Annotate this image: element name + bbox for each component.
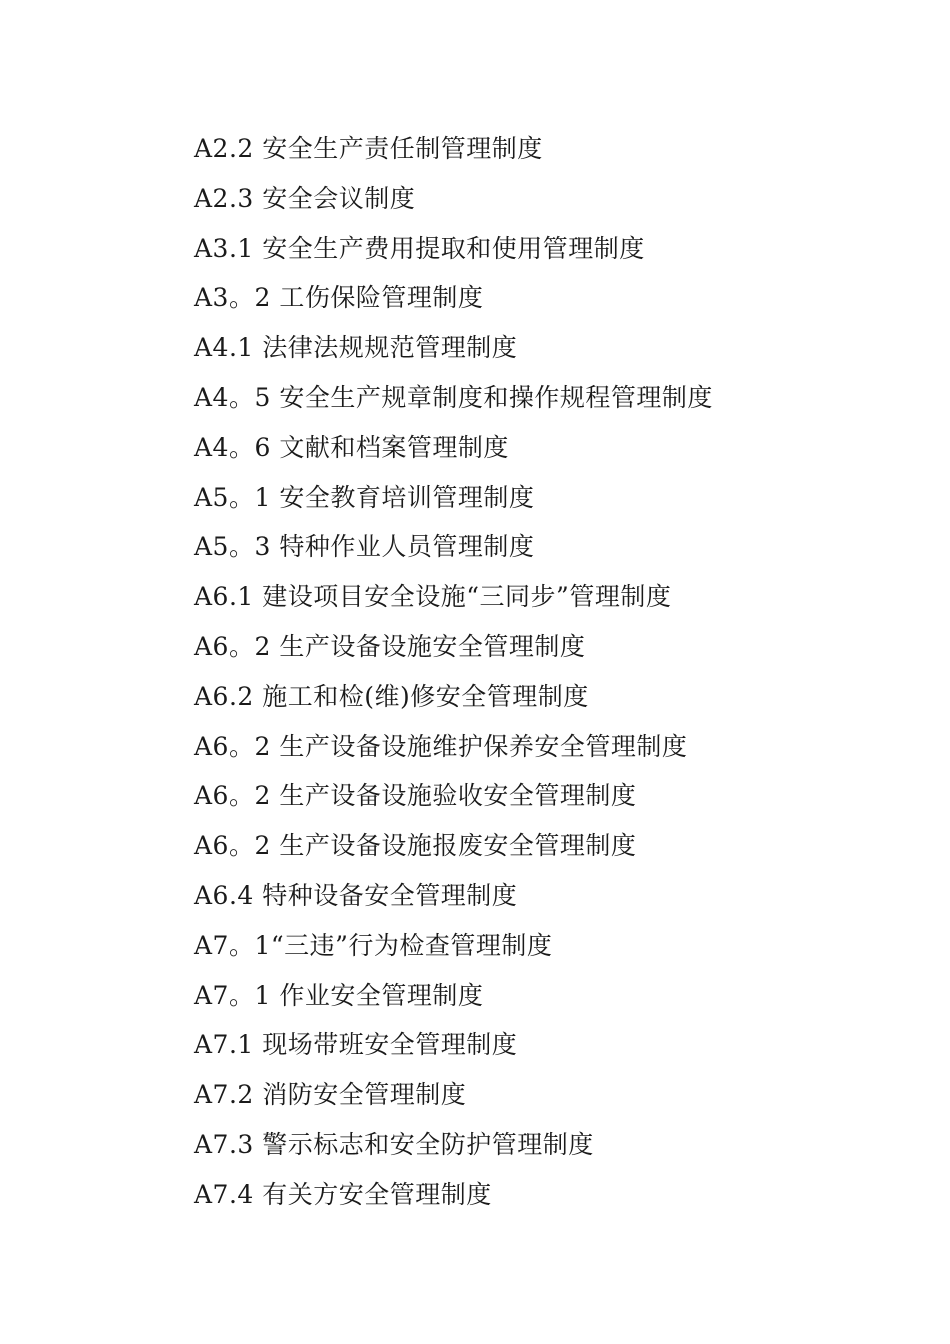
list-item: A4。6 文献和档案管理制度 [194,432,509,462]
list-item: A7。1 作业安全管理制度 [194,980,484,1010]
list-item: A7.1 现场带班安全管理制度 [194,1030,518,1060]
list-item: A6.1 建设项目安全设施“三同步”管理制度 [194,582,672,612]
list-item: A2.2 安全生产责任制管理制度 [194,134,543,163]
list-item: A7.2 消防安全管理制度 [194,1080,467,1110]
list-item: A5。1 安全教育培训管理制度 [194,482,535,512]
list-item: A6。2 生产设备设施安全管理制度 [194,631,586,661]
list-item: A3.1 安全生产费用提取和使用管理制度 [194,233,645,263]
list-item: A7。1“三违”行为检查管理制度 [194,930,553,960]
list-item: A4.1 法律法规规范管理制度 [194,333,518,363]
list-item: A4。5 安全生产规章制度和操作规程管理制度 [194,382,713,412]
list-item: A2.3 安全会议制度 [194,183,416,213]
list-item: A6。2 生产设备设施维护保养安全管理制度 [194,731,688,761]
list-item: A6。2 生产设备设施验收安全管理制度 [194,781,637,811]
list-item: A6.4 特种设备安全管理制度 [194,880,518,910]
list-item: A3。2 工伤保险管理制度 [194,283,484,313]
list-item: A6。2 生产设备设施报废安全管理制度 [194,831,637,861]
list-item: A7.3 警示标志和安全防护管理制度 [194,1129,594,1159]
list-item: A6.2 施工和检(维)修安全管理制度 [194,681,589,711]
list-item: A5。3 特种作业人员管理制度 [194,532,535,562]
list-item: A7.4 有关方安全管理制度 [194,1179,492,1209]
regulation-list [194,128,713,1224]
